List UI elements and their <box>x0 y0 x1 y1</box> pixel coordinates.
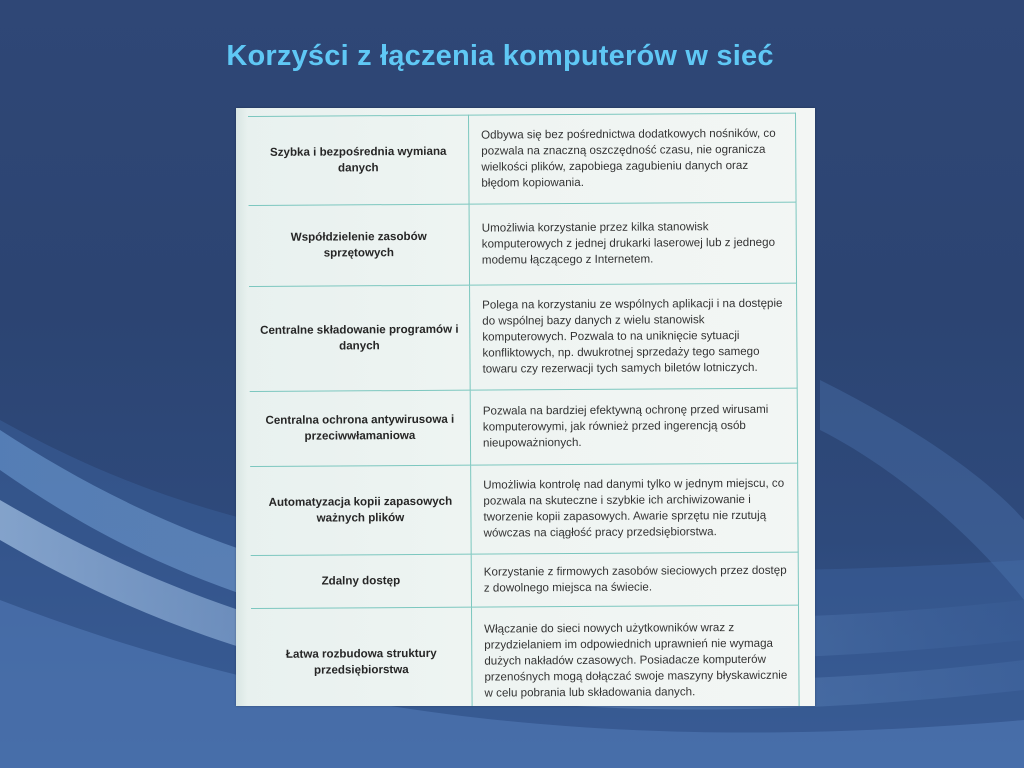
table-row <box>248 113 796 205</box>
benefit-term: Centralne składowanie programów i danych <box>249 285 470 391</box>
table-row <box>251 552 799 608</box>
benefit-term: Łatwa rozbudowa struktury przedsiębiorstwa <box>251 607 472 706</box>
benefit-description: Pozwala na bardziej efektywną ochronę przed wirusami komputerowymi, jak również przed ingerencją osób nieupoważnionych. <box>470 388 797 465</box>
benefit-term: Centralna ochrona antywirusowa i przeciwwłamaniowa <box>250 390 471 466</box>
table-row <box>250 388 798 466</box>
benefits-table <box>248 113 800 706</box>
benefit-term: Automatyzacja kopii zapasowych ważnych plików <box>250 465 471 555</box>
scanned-table-image <box>236 108 815 706</box>
benefit-description: Umożliwia korzystanie przez kilka stanowisk komputerowych z jednej drukarki laserowej lub z jednego modemu łączącego z Internetem. <box>469 202 796 285</box>
table-row <box>251 605 799 706</box>
table-row <box>249 202 797 286</box>
benefit-description: Korzystanie z firmowych zasobów sieciowych przez dostęp z dowolnego miejsca na świecie. <box>471 552 798 607</box>
page-gutter-shadow <box>236 108 248 706</box>
benefit-description: Polega na korzystaniu ze wspólnych aplikacji i na dostępie do wspólnej bazy danych z wielu stanowisk komputerowych. Pozwala to na uniknięcie sytuacji konfliktowych, np. dwukrotnej sprzedaży tego samego towaru czy rezerwacji tych samych biletów lotniczych. <box>470 283 798 390</box>
table-row <box>249 283 797 391</box>
benefit-term: Współdzielenie zasobów sprzętowych <box>249 204 470 286</box>
table-row <box>250 463 798 555</box>
benefit-description: Umożliwia kontrolę nad danymi tylko w jednym miejscu, co pozwala na skuteczne i szybkie ich archiwizowanie i tworzenie kopii zapasowych. Awarie sprzętu nie rzutują wówczas na ciągłość pracy przedsiębiorstwa. <box>471 463 799 554</box>
slide-title: Korzyści z łączenia komputerów w sieć <box>226 40 774 72</box>
benefit-description: Włączanie do sieci nowych użytkowników wraz z przydzielaniem im odpowiednich uprawnień nie wymaga dużych nakładów czasowych. Posiadacze komputerów przenośnych mogą dołączać swoje maszyny błyskawicznie w celu pobrania lub składowania danych. <box>472 605 800 706</box>
benefit-description: Odbywa się bez pośrednictwa dodatkowych nośników, co pozwala na znaczną oszczędność czasu, nie ogranicza wielkości plików, zapobiega zagubieniu danych oraz błędom kopiowania. <box>468 113 796 204</box>
benefit-term: Zdalny dostęp <box>251 554 472 608</box>
benefit-term: Szybka i bezpośrednia wymiana danych <box>248 115 469 205</box>
